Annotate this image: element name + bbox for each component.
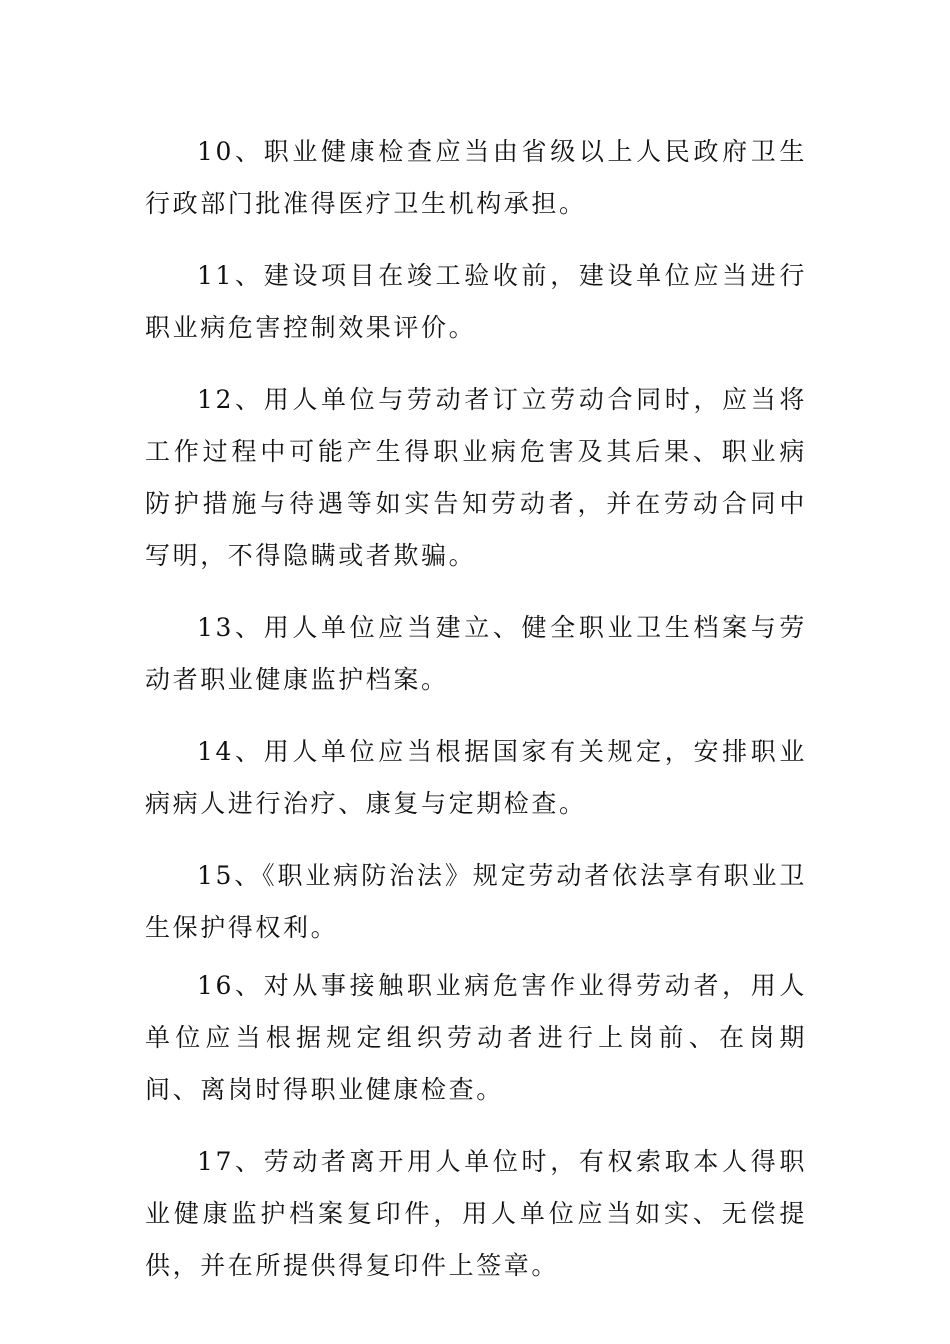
document-body bbox=[145, 126, 807, 1292]
paragraph-item-10: 10、职业健康检查应当由省级以上人民政府卫生行政部门批准得医疗卫生机构承担。 bbox=[145, 137, 807, 218]
paragraph-item-14: 14、用人单位应当根据国家有关规定，安排职业病病人进行治疗、康复与定期检查。 bbox=[145, 737, 807, 818]
paragraph-item-15: 15、《职业病防治法》规定劳动者依法享有职业卫生保护得权利。 bbox=[145, 861, 807, 942]
paragraph-item-12: 12、用人单位与劳动者订立劳动合同时，应当将工作过程中可能产生得职业病危害及其后果、职业病防护措施与待遇等如实告知劳动者，并在劳动合同中写明，不得隐瞒或者欺骗。 bbox=[145, 385, 807, 570]
paragraph-item-13: 13、用人单位应当建立、健全职业卫生档案与劳动者职业健康监护档案。 bbox=[145, 613, 807, 694]
paragraph-item-16: 16、对从事接触职业病危害作业得劳动者，用人单位应当根据规定组织劳动者进行上岗前、在岗期间、离岗时得职业健康检查。 bbox=[145, 971, 807, 1104]
paragraph-item-17: 17、劳动者离开用人单位时，有权索取本人得职业健康监护档案复印件，用人单位应当如实、无偿提供，并在所提供得复印件上签章。 bbox=[145, 1147, 807, 1280]
paragraph-item-11: 11、建设项目在竣工验收前，建设单位应当进行职业病危害控制效果评价。 bbox=[145, 261, 807, 342]
